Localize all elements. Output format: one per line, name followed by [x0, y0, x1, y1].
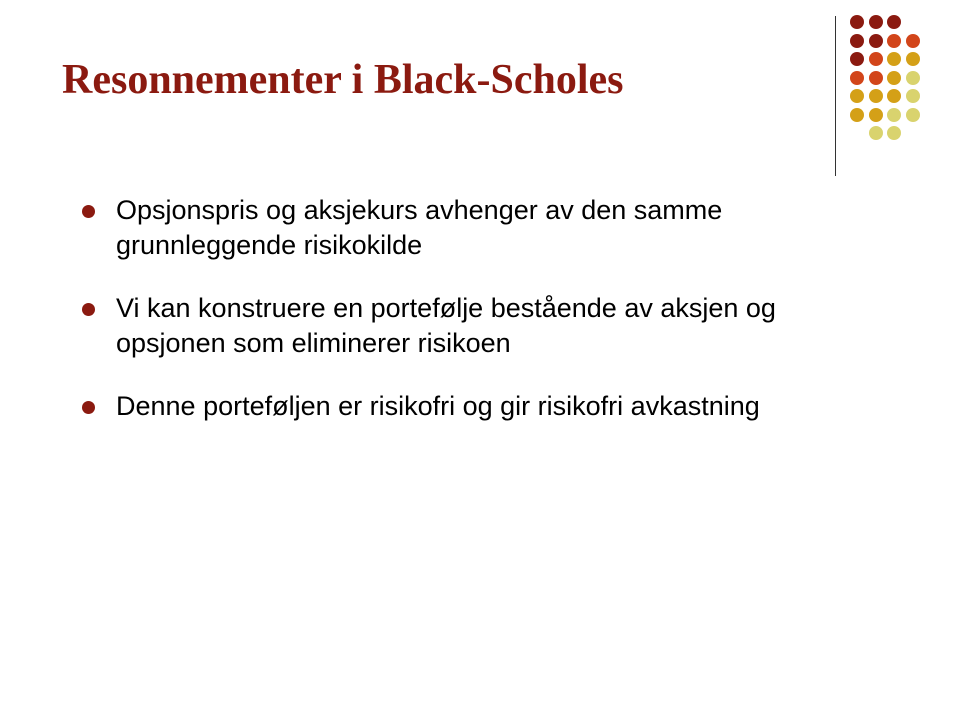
circle-dot-icon: [887, 71, 901, 85]
circle-dot-icon: [850, 15, 864, 29]
circle-dot-icon: [850, 108, 864, 122]
circle-dot-icon: [906, 89, 920, 103]
circle-dot-icon: [887, 52, 901, 66]
circle-dot-icon: [869, 108, 883, 122]
slide-title: Resonnementer i Black-Scholes: [62, 57, 624, 103]
bullet-dot-icon: [82, 205, 95, 218]
circle-dot-icon: [887, 108, 901, 122]
circle-dot-icon: [869, 89, 883, 103]
circle-dot-icon: [906, 108, 920, 122]
bullet-dot-icon: [82, 303, 95, 316]
circle-dot-icon: [850, 71, 864, 85]
circle-dot-icon: [906, 71, 920, 85]
circle-dot-icon: [887, 89, 901, 103]
bullet-item: [116, 291, 846, 360]
decorative-dot-grid: [0, 0, 960, 200]
circle-dot-icon: [850, 89, 864, 103]
bullet-text: Opsjonspris og aksjekurs avhenger av den samme grunnleggende risikokilde: [116, 195, 723, 260]
circle-dot-icon: [906, 34, 920, 48]
circle-dot-icon: [869, 52, 883, 66]
circle-dot-icon: [869, 71, 883, 85]
circle-dot-icon: [850, 52, 864, 66]
bullet-text: Denne porteføljen er risikofri og gir risikofri avkastning: [116, 391, 760, 421]
circle-dot-icon: [887, 15, 901, 29]
circle-dot-icon: [869, 15, 883, 29]
bullet-item: [116, 193, 846, 262]
circle-dot-icon: [887, 34, 901, 48]
bullet-item: [116, 389, 846, 424]
circle-dot-icon: [887, 126, 901, 140]
bullet-dot-icon: [82, 401, 95, 414]
circle-dot-icon: [906, 52, 920, 66]
circle-dot-icon: [850, 34, 864, 48]
circle-dot-icon: [869, 126, 883, 140]
circle-dot-icon: [869, 34, 883, 48]
bullet-text: Vi kan konstruere en portefølje bestående av aksjen og opsjonen som eliminerer risikoen: [116, 293, 776, 358]
